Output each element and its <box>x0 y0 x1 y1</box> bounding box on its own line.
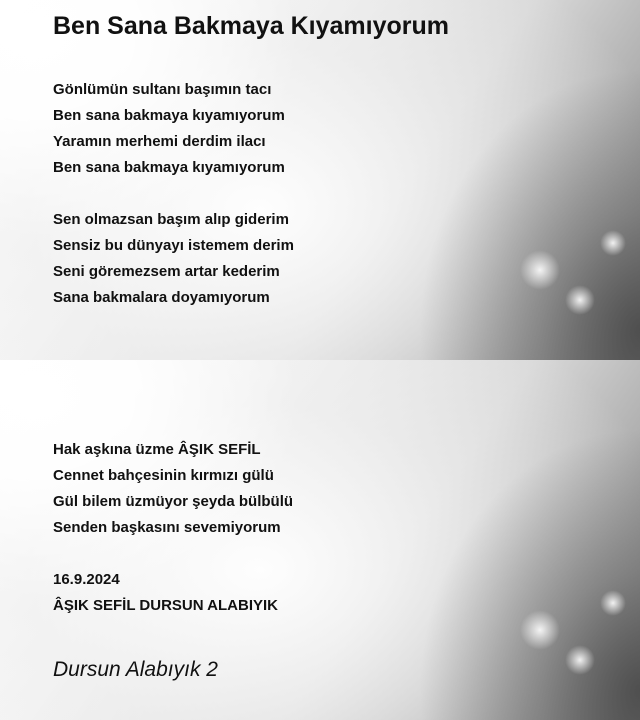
poem-date: 16.9.2024 <box>53 571 120 588</box>
author-label: Dursun Alabıyık 2 <box>53 658 218 681</box>
bokeh-light <box>565 285 595 315</box>
verse-line: Gönlümün sultanı başımın tacı <box>53 81 272 98</box>
verse-line: Sen olmazsan başım alıp giderim <box>53 211 289 228</box>
verse-line: Yaramın merhemi derdim ilacı <box>53 133 266 150</box>
verse-line: Gül bilem üzmüyor şeyda bülbülü <box>53 493 294 510</box>
poem-signature-block <box>53 567 278 619</box>
poem-card-bottom <box>0 360 640 720</box>
verse-line: Cennet bahçesinin kırmızı gülü <box>53 467 274 484</box>
verse-line: Sana bakmalara doyamıyorum <box>53 289 270 306</box>
poem-signature: ÂŞIK SEFİL DURSUN ALABIYIK <box>53 597 279 614</box>
verse-line: Ben sana bakmaya kıyamıyorum <box>53 159 285 176</box>
verse-line: Seni göremezsem artar kederim <box>53 263 280 280</box>
verse-line: Sensiz bu dünyayı istemem derim <box>53 237 294 254</box>
stanza-1 <box>53 77 285 181</box>
poem-title: Ben Sana Bakmaya Kıyamıyorum <box>53 12 450 40</box>
verse-line: Ben sana bakmaya kıyamıyorum <box>53 107 285 124</box>
verse-line: Hak aşkına üzme ÂŞIK SEFİL <box>53 441 261 458</box>
stanza-3 <box>53 437 293 541</box>
bokeh-light <box>600 230 626 256</box>
bokeh-light <box>600 590 626 616</box>
verse-line: Senden başkasını sevemiyorum <box>53 519 281 536</box>
bokeh-light <box>565 645 595 675</box>
stanza-2 <box>53 207 294 311</box>
bokeh-light <box>520 250 560 290</box>
bokeh-light <box>520 610 560 650</box>
